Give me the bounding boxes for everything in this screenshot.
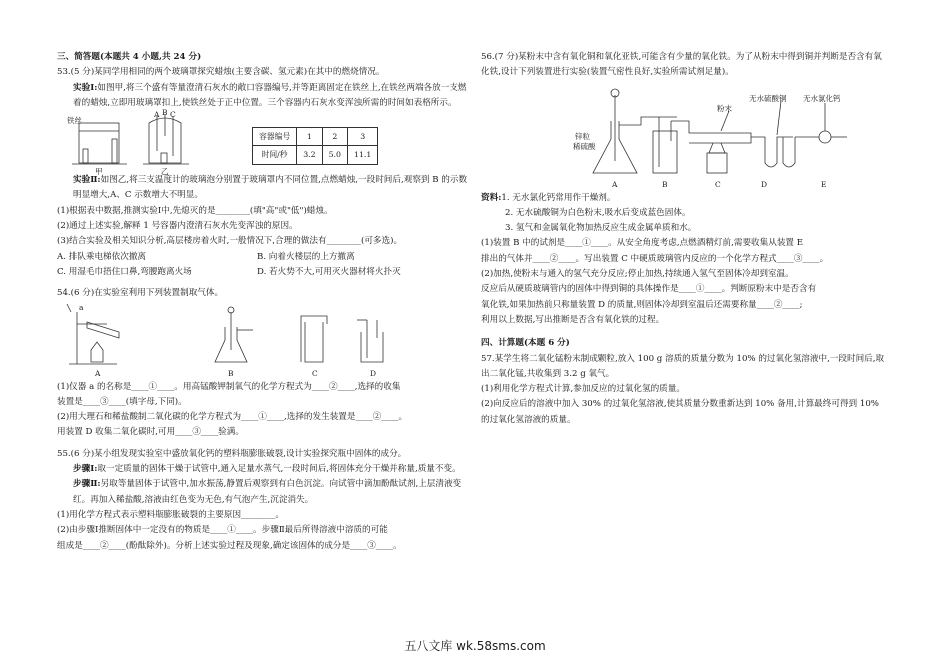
q55-step2-text: 另取等量固体于试管中,加水振荡,静置后观察到有白色沉淀。向试管中滴加酚酞试剂,上层清液变红。再加入稀盐酸,溶液由红色变为无色,有气泡产生,沉淀消失。: [73, 479, 462, 505]
q53-option-a: A. 排队乘电梯依次撤离: [57, 251, 147, 262]
q56-label-D: D: [761, 179, 768, 189]
q56-sub1b: 排出的气体并____②____。写出装置 C 中硬质玻璃管内反应的一个化学方程式____③____。: [481, 253, 829, 264]
q53-label-jia: 甲: [95, 167, 103, 177]
table-cell: 3.2: [297, 146, 322, 164]
q54-apparatus-diagram: [57, 302, 473, 380]
q54-sub2: (2)用大理石和稀盐酸制二氧化碳的化学方程式为____①____,选择的发生装置是____②____。: [57, 412, 408, 423]
q56-label-cacl2: 无水氯化钙: [803, 93, 841, 103]
q53-label-tiesi: 铁丝: [67, 116, 82, 126]
table-cell: 时间/秒: [253, 146, 297, 164]
q54-label-A: A: [95, 368, 101, 378]
q53-label-A: A: [154, 110, 160, 120]
table-cell: 11.1: [348, 146, 378, 164]
q55-sub1: (1)用化学方程式表示塑料瓶膨胀破裂的主要原因________。: [57, 509, 285, 520]
q55-step1-text: 取一定质量的固体干燥于试管中,通入足量水蒸气,一段时间后,将固体充分干燥并称量,质量不变。: [97, 464, 461, 475]
q53-option-b: B. 向着火楼层的上方撤离: [257, 251, 355, 262]
q54-label-a: a: [79, 302, 84, 312]
right-column: [481, 50, 886, 428]
q56-label-E: E: [821, 179, 827, 189]
q56-sub2d: 利用以上数据,写出推断是否含有氧化铁的过程。: [481, 314, 665, 325]
q55-step2: [57, 477, 473, 508]
q54-figure: [57, 302, 473, 380]
q57-stem: 57.某学生将二氧化锰粉末制成颗粒,放入 100 g 溶质的质量分数为 10% 的过氧化氢溶液中,一段时间后,取出二氧化锰,共收集到 3.2 g 氧气。: [481, 353, 885, 379]
q57-sub2: (2)向反应后的溶液中加入 30% 的过氧化氢溶液,使其质量分数重新达到 10% 备用,计算最终可得到 10% 的过氧化氢溶液的质量。: [481, 399, 879, 425]
left-column: [57, 50, 473, 554]
q56-info-label: 资料:: [481, 192, 502, 203]
q53-figure: [57, 108, 473, 177]
q53-label-B: B: [162, 108, 168, 118]
q55-step2-label: 步骤Ⅱ:: [73, 479, 101, 490]
q53-exp2: [57, 173, 473, 204]
q53-options-row1: [57, 250, 473, 265]
q53-exp2-text: 如图乙,将三支温度计的玻璃泡分别置于玻璃罩内不同位置,点燃蜡烛,一段时间后,观察到 B 的示数明显增大,A、C 示数增大不明显。: [73, 175, 468, 201]
q56-label-acid: 稀硫酸: [573, 141, 596, 151]
q54-sub1b: 装置是____③____(填字母,下同)。: [57, 396, 187, 407]
q54-stem: 54.(6 分)在实验室利用下列装置制取气体。: [57, 288, 224, 299]
q56-stem: 56.(7 分)某粉末中含有氧化铜和氧化亚铁,可能含有少量的氧化铁。为了从粉末中得到铜并判断是否含有氧化铁,设计下列装置进行实验(装置气密性良好,实验所需试剂足量)。: [481, 52, 882, 78]
q53-apparatus-diagram: [57, 111, 247, 173]
section-title-jisuan: 四、计算题(本题 6 分): [481, 338, 570, 349]
table-row: [253, 128, 378, 146]
table-cell: 1: [297, 128, 322, 146]
q54-label-B: B: [228, 368, 234, 378]
q54-sub1: (1)仪器 a 的名称是____①____。用高锰酸钾制氧气的化学方程式为____②____,选择的收集: [57, 381, 401, 392]
table-row: [253, 146, 378, 164]
q56-label-B: B: [662, 179, 668, 189]
q56-label-cuso4: 无水硫酸铜: [749, 93, 787, 103]
q55-stem: 55.(6 分)某小组发现实验室中盛放氧化钙的塑料瓶膨胀破裂,设计实验探究瓶中固体的成分。: [57, 448, 407, 459]
q53-exp2-label: 实验Ⅱ:: [73, 175, 101, 186]
q56-sub2c: 氧化铁,如果加热前只称量装置 D 的质量,则固体冷却到室温后还需要称量____②____;: [481, 299, 803, 310]
q53-label-C: C: [170, 110, 176, 120]
table-cell: 5.0: [322, 146, 347, 164]
table-cell: 容器编号: [253, 128, 297, 146]
q54-label-C: C: [312, 368, 318, 378]
q53-stem: 53.(5 分)某同学用相同的两个玻璃罩探究蜡烛(主要含碳、氢元素)在其中的燃烧情况。: [57, 67, 385, 78]
q54-sub2b: 用装置 D 收集二氧化碳时,可用____③____验满。: [57, 427, 244, 438]
q56-info1: [481, 191, 886, 206]
q56-label-powder: 粉末: [717, 103, 732, 113]
q57-sub1: (1)利用化学方程式计算,参加反应的过氧化氢的质量。: [481, 384, 685, 395]
q56-label-A: A: [612, 179, 618, 189]
table-cell: 2: [322, 128, 347, 146]
footer-watermark: 五八文库 wk.58sms.com: [404, 639, 546, 653]
q55-sub2: (2)由步骤Ⅰ推断固体中一定没有的物质是____①____。步骤Ⅱ最后所得溶液中溶质的可能: [57, 525, 388, 536]
q53-sub2: (2)通过上述实验,解释 1 号容器内澄清石灰水先变浑浊的原因。: [57, 221, 298, 232]
q53-option-d: D. 若火势不大,可用灭火器材将火扑灭: [257, 266, 401, 277]
q53-exp1-label: 实验Ⅰ:: [73, 82, 98, 93]
q56-label-C: C: [715, 179, 721, 189]
q53-exp1-text: 如图甲,将三个盛有等量澄清石灰水的敞口容器编号,并等距离固定在铁丝上,在铁丝两端各放一支燃着的蜡烛,立即用玻璃罩扣上,使铁丝处于正中位置。三个容器内石灰水变浑浊所需的时间如表格所示。: [73, 82, 467, 108]
q56-info1-text: 1. 无水氯化钙常用作干燥剂。: [501, 192, 616, 203]
q56-sub1: (1)装置 B 中的试剂是____①____。从安全角度考虑,点燃酒精灯前,需要收集从装置 E: [481, 238, 804, 249]
q56-figure: [481, 81, 886, 191]
q53-sub1: (1)根据表中数据,推测实验Ⅰ中,先熄灭的是________(填"高"或"低")蜡烛。: [57, 205, 333, 216]
q53-time-table: [252, 127, 378, 165]
q53-label-yi: 乙: [161, 167, 169, 177]
section-title-jianda: 三、简答题(本题共 4 小题,共 24 分): [57, 52, 202, 62]
q55-sub2b: 组成是____②____(酚酞除外)。分析上述实验过程及现象,确定该固体的成分是____③____。: [57, 540, 402, 551]
q56-info3: 3. 氢气和金属氧化物加热反应生成金属单质和水。: [505, 223, 697, 234]
q56-info2: 2. 无水硫酸铜为白色粉末,吸水后变成蓝色固体。: [505, 207, 691, 218]
table-cell: 3: [348, 128, 378, 146]
q56-label-zinc: 锌粒: [575, 131, 590, 141]
q53-option-c: C. 用湿毛巾捂住口鼻,弯腰跑离火场: [57, 266, 192, 277]
q55-step1-label: 步骤Ⅰ:: [73, 464, 98, 475]
q53-exp1: [57, 81, 473, 112]
q56-sub2b: 反应后从硬质玻璃管内的固体中得到铜的具体操作是____①____。判断原粉末中是否含有: [481, 284, 817, 295]
q53-sub3: (3)结合实验及相关知识分析,高层楼房着火时,一般情况下,合理的做法有________(可多选)。: [57, 236, 403, 247]
q55-step1: [57, 462, 473, 477]
q56-sub2: (2)加热,使粉末与通入的氢气充分反应;停止加热,持续通入氢气至固体冷却到室温。: [481, 269, 794, 280]
q54-label-D: D: [370, 368, 377, 378]
q53-options-row2: [57, 265, 473, 280]
